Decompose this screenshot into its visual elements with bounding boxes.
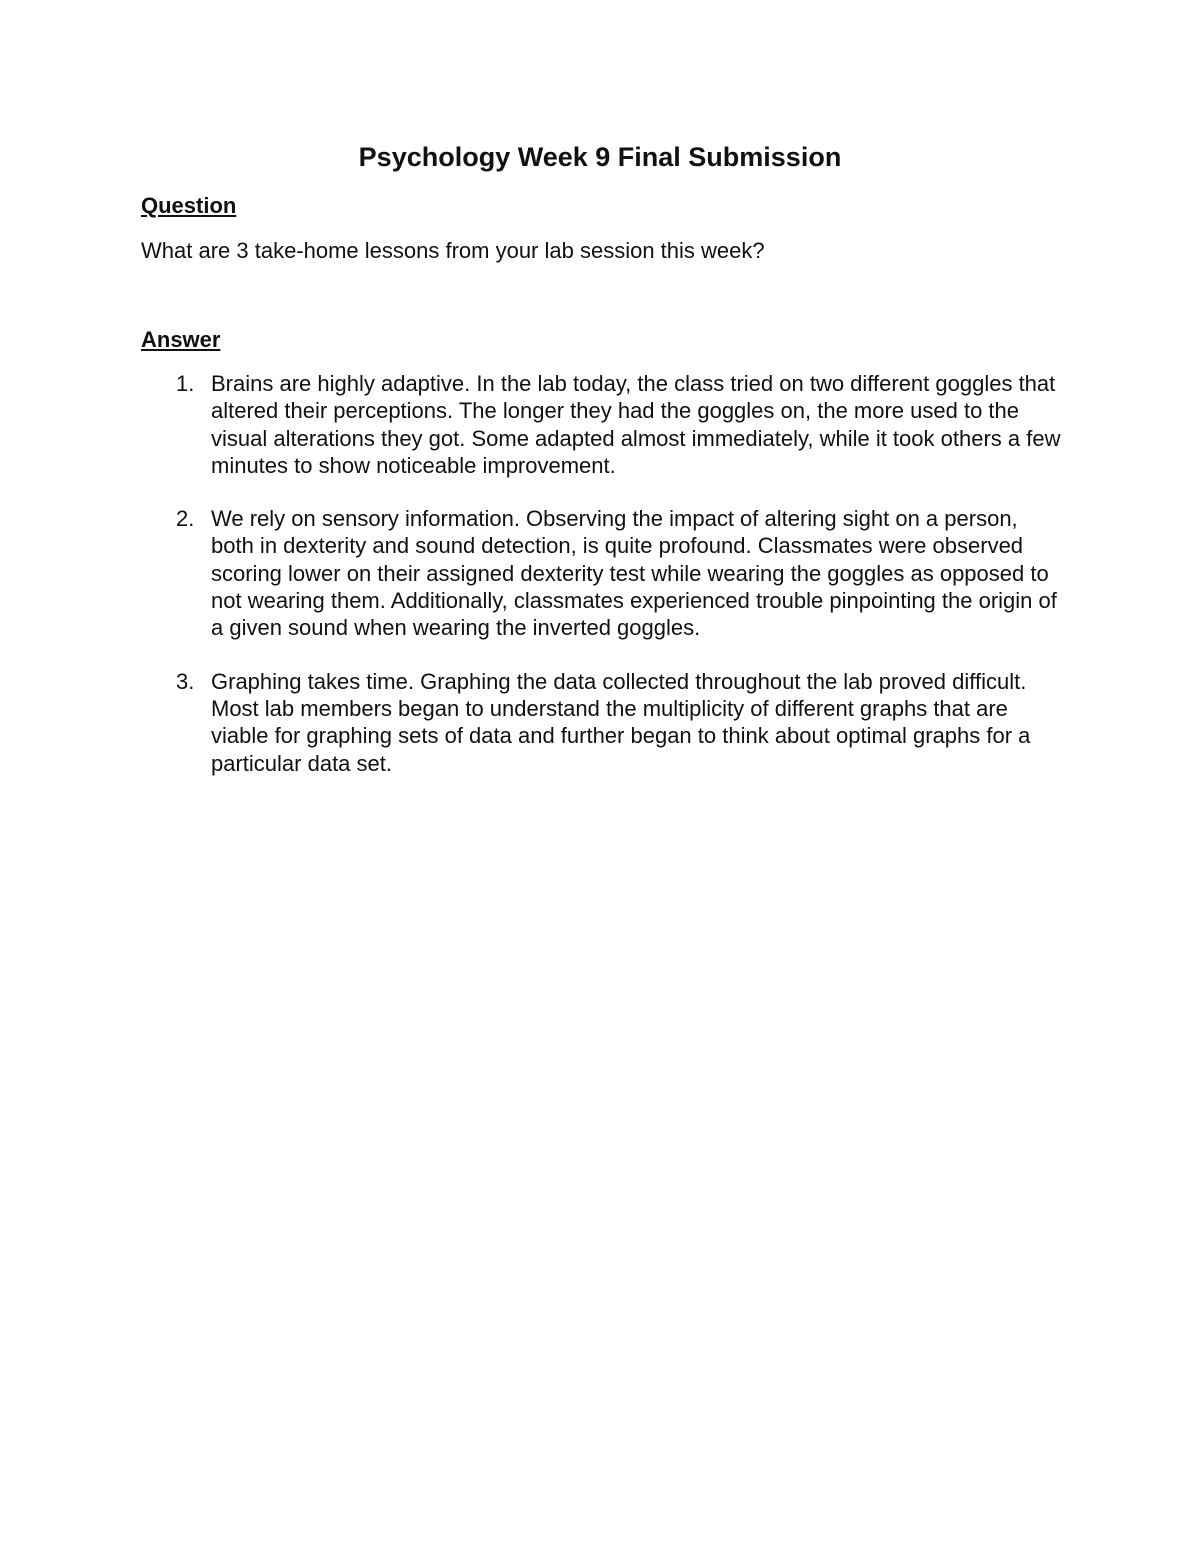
answer-item-text: We rely on sensory information. Observing the impact of altering sight on a person, both in dexterity and sound detection, is quite profound. Classmates were observed scoring lower on their assigned dexterity test while wearing the goggles as opposed to not wearing them. Additionally, classmates experienced trouble pinpointing the origin of a given sound when wearing the inverted goggles. — [211, 506, 1057, 641]
answer-item — [141, 505, 1061, 641]
answer-item-number: 2. — [176, 506, 195, 532]
question-text: What are 3 take-home lessons from your lab session this week? — [141, 238, 765, 263]
answer-heading: Answer — [141, 327, 221, 352]
answer-item — [141, 370, 1061, 479]
answer-item — [141, 668, 1061, 777]
answer-item-text: Graphing takes time. Graphing the data collected throughout the lab proved difficult. Most lab members began to understand the multiplicity of different graphs that are viable for graphing sets of data and further began to think about optimal graphs for a particular data set. — [211, 668, 1031, 776]
answer-list — [141, 370, 1061, 803]
question-heading: Question — [141, 193, 237, 218]
answer-item-text: Brains are highly adaptive. In the lab today, the class tried on two different goggles that altered their perceptions. The longer they had the goggles on, the more used to the visual alterations they got. Some adapted almost immediately, while it took others a few minutes to show noticeable improvement. — [211, 371, 1061, 478]
document-title: Psychology Week 9 Final Submission — [358, 142, 842, 172]
answer-item-number: 3. — [176, 668, 195, 694]
answer-item-number: 1. — [176, 371, 195, 396]
